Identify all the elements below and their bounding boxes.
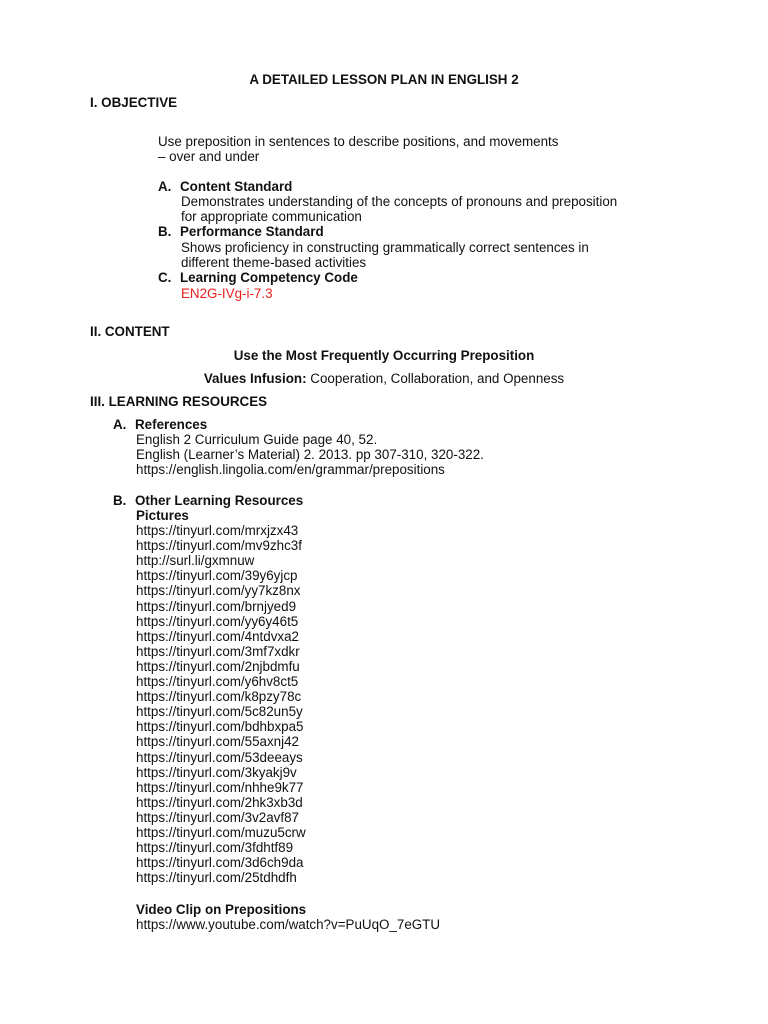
picture-link[interactable]: https://tinyurl.com/55axnj42 bbox=[136, 734, 300, 750]
picture-link[interactable]: https://tinyurl.com/nhhe9k77 bbox=[136, 779, 304, 795]
picture-link[interactable]: https://tinyurl.com/yy6y46t5 bbox=[136, 613, 299, 629]
competency-code-value: EN2G-IVg-i-7.3 bbox=[181, 286, 273, 301]
values-infusion-label: Values Infusion: bbox=[203, 371, 307, 386]
picture-link[interactable]: https://tinyurl.com/bdhbxpa5 bbox=[136, 719, 304, 735]
picture-link[interactable]: https://tinyurl.com/2njbdmfu bbox=[136, 658, 300, 674]
list-marker: C. bbox=[158, 270, 172, 285]
reference-line: English (Learner’s Material) 2. 2013. pp 307-310, 320-322. bbox=[136, 447, 484, 462]
picture-link[interactable]: https://tinyurl.com/y6hv8ct5 bbox=[136, 674, 299, 689]
picture-link[interactable]: https://tinyurl.com/3fdhtf89 bbox=[136, 840, 294, 856]
reference-line: English 2 Curriculum Guide page 40, 52. bbox=[136, 432, 378, 447]
references-item bbox=[113, 417, 207, 432]
picture-link[interactable]: https://tinyurl.com/53deeays bbox=[136, 749, 303, 765]
video-clip-label: Video Clip on Prepositions bbox=[136, 902, 307, 917]
picture-link[interactable]: https://tinyurl.com/39y6yjcp bbox=[136, 568, 298, 584]
picture-link[interactable]: https://tinyurl.com/yy7kz8nx bbox=[136, 583, 301, 599]
picture-link[interactable]: https://tinyurl.com/k8pzy78c bbox=[136, 689, 302, 705]
picture-link[interactable]: https://tinyurl.com/mrxjzx43 bbox=[136, 523, 299, 538]
values-infusion-text: Cooperation, Collaboration, and Openness bbox=[306, 371, 565, 386]
competency-code-item bbox=[158, 270, 358, 285]
list-marker: A. bbox=[113, 417, 127, 432]
other-resources-item bbox=[113, 493, 303, 508]
objective-heading: I. OBJECTIVE bbox=[90, 95, 178, 110]
objective-text-line2: – over and under bbox=[158, 149, 260, 164]
performance-standard-item bbox=[158, 224, 324, 239]
content-standard-text-line2: for appropriate communication bbox=[181, 209, 362, 224]
list-marker: B. bbox=[113, 493, 127, 508]
references-label: References bbox=[135, 417, 208, 432]
objective-text-line1: Use preposition in sentences to describe positions, and movements bbox=[158, 134, 559, 149]
picture-link[interactable]: https://tinyurl.com/3d6ch9da bbox=[136, 855, 304, 871]
performance-standard-label: Performance Standard bbox=[180, 224, 324, 239]
content-standard-label: Content Standard bbox=[180, 179, 293, 194]
picture-link[interactable]: https://tinyurl.com/3mf7xdkr bbox=[136, 643, 300, 659]
picture-link[interactable]: https://tinyurl.com/3kyakj9v bbox=[136, 764, 297, 780]
picture-link[interactable]: https://tinyurl.com/brnjyed9 bbox=[136, 598, 297, 614]
other-resources-label: Other Learning Resources bbox=[135, 493, 304, 508]
picture-link[interactable]: https://tinyurl.com/muzu5crw bbox=[136, 825, 306, 840]
reference-link[interactable]: https://english.lingolia.com/en/grammar/prepositions bbox=[136, 462, 445, 477]
content-topic: Use the Most Frequently Occurring Preposition bbox=[233, 348, 535, 363]
values-infusion bbox=[0, 371, 768, 386]
picture-link[interactable]: https://tinyurl.com/mv9zhc3f bbox=[136, 538, 302, 554]
content-standard-item bbox=[158, 179, 292, 194]
picture-link[interactable]: http://surl.li/gxmnuw bbox=[136, 553, 255, 569]
performance-standard-text-line2: different theme-based activities bbox=[181, 255, 367, 270]
picture-link[interactable]: https://tinyurl.com/2hk3xb3d bbox=[136, 794, 303, 810]
picture-link[interactable]: https://tinyurl.com/3v2avf87 bbox=[136, 809, 299, 825]
video-clip-link[interactable]: https://www.youtube.com/watch?v=PuUqO_7eGTU bbox=[136, 917, 441, 932]
list-marker: A. bbox=[158, 179, 172, 194]
competency-code-label: Learning Competency Code bbox=[180, 270, 358, 285]
picture-link[interactable]: https://tinyurl.com/25tdhdfh bbox=[136, 870, 297, 886]
performance-standard-text-line1: Shows proficiency in constructing grammatically correct sentences in bbox=[181, 240, 589, 255]
picture-link[interactable]: https://tinyurl.com/4ntdvxa2 bbox=[136, 628, 299, 644]
content-standard-text-line1: Demonstrates understanding of the concepts of pronouns and preposition bbox=[181, 194, 618, 209]
picture-link[interactable]: https://tinyurl.com/5c82un5y bbox=[136, 704, 303, 720]
content-heading: II. CONTENT bbox=[90, 324, 170, 339]
list-marker: B. bbox=[158, 224, 172, 239]
document-title: A DETAILED LESSON PLAN IN ENGLISH 2 bbox=[249, 72, 519, 87]
pictures-label: Pictures bbox=[136, 508, 189, 523]
resources-heading: III. LEARNING RESOURCES bbox=[90, 394, 268, 409]
